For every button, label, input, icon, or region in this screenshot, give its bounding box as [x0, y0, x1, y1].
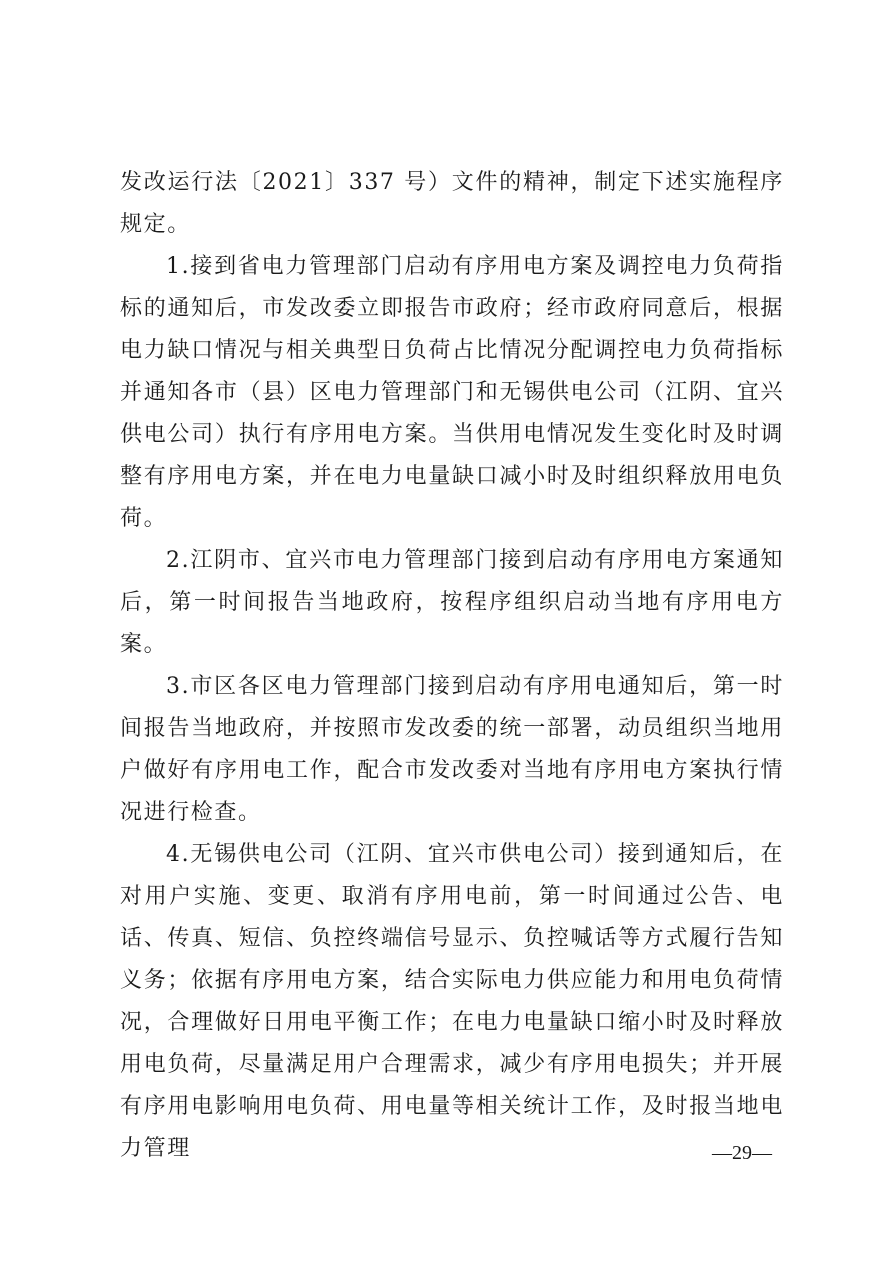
paragraph-item-4: 4.无锡供电公司（江阴、宜兴市供电公司）接到通知后，在对用户实施、变更、取消有序用电前，第一时间通过公告、电话、传真、短信、负控终端信号显示、负控喊话等方式履行告知义务；依据有序用电方案，结合实际电力供应能力和用电负荷情况，合理做好日用电平衡工作；在电力电量缺口缩小时及时释放用电负荷，尽量满足用户合理需求，减少有序用电损失；并开展有序用电影响用电负荷、用电量等相关统计工作，及时报当地电力管理 — [120, 842, 784, 1161]
paragraph-item-1: 1.接到省电力管理部门启动有序用电方案及调控电力负荷指标的通知后，市发改委立即报告市政府；经市政府同意后，根据电力缺口情况与相关典型日负荷占比情况分配调控电力负荷指标并通知各市（县）区电力管理部门和无锡供电公司（江阴、宜兴供电公司）执行有序用电方案。当供用电情况发生变化时及时调整有序用电方案，并在电力电量缺口减小时及时组织释放用电负荷。 — [120, 254, 784, 531]
paragraph-item-2: 2.江阴市、宜兴市电力管理部门接到启动有序用电方案通知后，第一时间报告当地政府，按程序组织启动当地有序用电方案。 — [120, 548, 784, 657]
paragraph-continuation: 发改运行法〔2021〕337 号）文件的精神，制定下述实施程序规定。 — [120, 170, 784, 237]
document-body — [120, 162, 784, 1170]
page-number: —29— — [712, 1142, 772, 1164]
paragraph-item-3: 3.市区各区电力管理部门接到启动有序用电通知后，第一时间报告当地政府，并按照市发改委的统一部署，动员组织当地用户做好有序用电工作，配合市发改委对当地有序用电方案执行情况进行检查。 — [120, 674, 784, 825]
